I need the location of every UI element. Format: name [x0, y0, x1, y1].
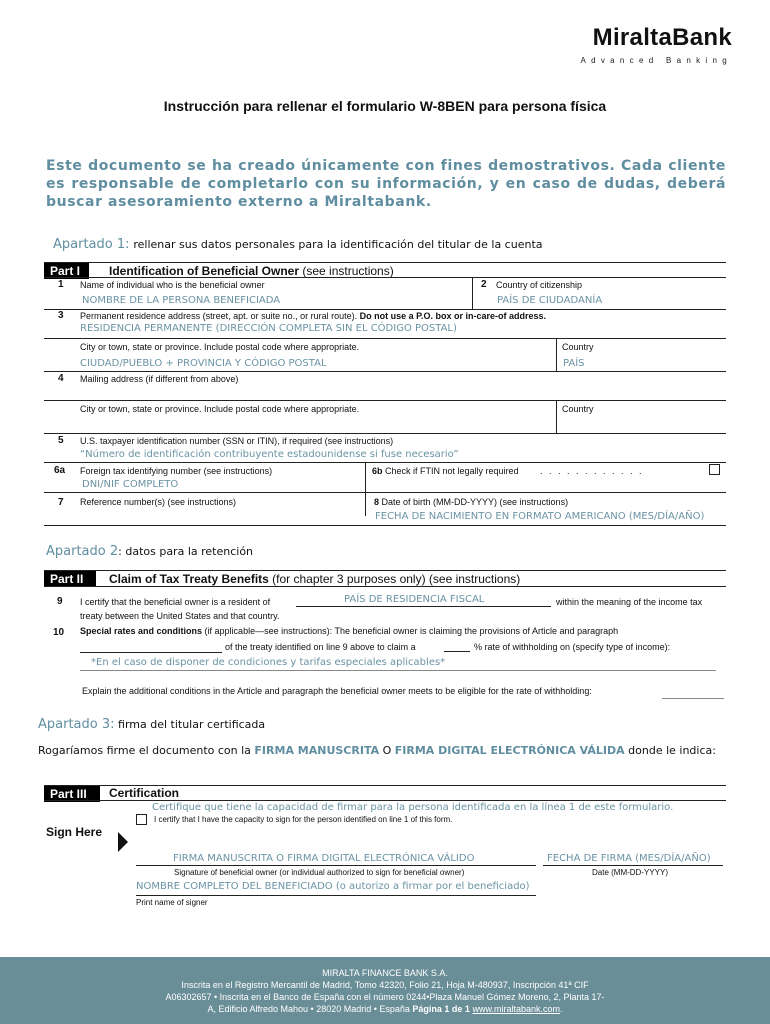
date-input[interactable]: FECHA DE FIRMA (MES/DÍA/AÑO) — [547, 853, 711, 864]
field-4-label: Mailing address (if different from above) — [80, 374, 239, 384]
ftin-checkbox[interactable] — [709, 464, 720, 475]
sign-request-a: Rogaríamos firme el documento con la — [38, 744, 255, 757]
field-3-label — [80, 311, 546, 321]
field-6a-label: Foreign tax identifying number (see instructions) — [80, 466, 273, 476]
field-8-input[interactable]: FECHA DE NACIMIENTO EN FORMATO AMERICANO (MES/DÍA/AÑO) — [375, 511, 705, 522]
section-1-text: rellenar sus datos personales para la identificación del titular de la cuenta — [133, 238, 543, 251]
field-10-input[interactable]: *En el caso de disponer de condiciones y tarifas especiales aplicables* — [91, 657, 446, 668]
part2-title — [109, 572, 520, 586]
field-6b-text: Check if FTIN not legally required — [382, 466, 519, 476]
section-3-heading — [38, 713, 265, 732]
row-rule-3 — [44, 371, 726, 372]
country-label: Country — [562, 342, 594, 352]
field-3-label-text: Permanent residence address (street, apt. or suite no., or rural route). — [80, 311, 360, 321]
field-7-label: Reference number(s) (see instructions) — [80, 497, 237, 507]
logo-name: MiraltaBank — [592, 24, 732, 51]
sign-request-c: O — [379, 744, 395, 757]
field-1-number: 1 — [58, 279, 64, 290]
footer-website-link[interactable]: www.miraltabank.com — [472, 1004, 560, 1014]
part1-title-text: Identification of Beneficial Owner — [109, 264, 300, 278]
signature-input[interactable]: FIRMA MANUSCRITA O FIRMA DIGITAL ELECTRÓNICA VÁLIDO — [173, 853, 475, 864]
part1-tag: Part I — [44, 263, 89, 279]
footer-line-4-d: . — [559, 1004, 563, 1014]
part2-tag: Part II — [44, 571, 96, 587]
field-6b-num: 6b — [372, 466, 383, 476]
row-rule-5 — [44, 433, 726, 434]
field-10-text-b: of the treaty identified on line 9 above to claim a — [225, 642, 416, 652]
sign-request-d: FIRMA DIGITAL ELECTRÓNICA VÁLIDA — [394, 744, 625, 757]
sign-request-b: FIRMA MANUSCRITA — [254, 744, 380, 757]
field-10-text-c: % rate of withholding on (specify type of income): — [474, 642, 671, 652]
footer-page-number: Página 1 de 1 — [412, 1004, 470, 1014]
footer — [0, 957, 770, 1024]
section-2-heading — [46, 540, 253, 559]
part2-title-text: Claim of Tax Treaty Benefits — [109, 572, 269, 586]
field-5-label: U.S. taxpayer identification number (SSN or ITIN), if required (see instructions) — [80, 436, 394, 446]
field-10-text-a — [80, 626, 618, 636]
row-rule-4 — [44, 400, 726, 401]
field-2-label: Country of citizenship — [496, 280, 583, 290]
footer-line-4 — [0, 1003, 770, 1015]
section-3-text: firma del titular certificada — [114, 718, 266, 731]
cert-hint: Certifique que tiene la capacidad de firmar para la persona identificada en la línea 1 de este formulario. — [152, 802, 674, 813]
part2-header-rule — [44, 586, 726, 587]
city-input[interactable]: CIUDAD/PUEBLO + PROVINCIA Y CÓDIGO POSTAL — [80, 358, 327, 369]
divider-6 — [365, 462, 366, 516]
field-5-input[interactable]: “Número de identificación contribuyente estadounidense si fuse necesario” — [80, 449, 459, 460]
signature-line — [136, 865, 536, 866]
cert-checkbox[interactable] — [136, 814, 147, 825]
part1-header-rule — [44, 277, 726, 278]
cert-text: I certify that I have the capacity to sign for the person identified on line 1 of this form. — [154, 815, 453, 824]
field-7-number: 7 — [58, 497, 64, 508]
part1-bottom-rule — [44, 525, 726, 526]
print-name-line — [136, 895, 536, 896]
explain-line[interactable] — [662, 698, 724, 699]
part1-top-rule — [44, 262, 726, 263]
field-8-label — [374, 497, 568, 507]
city-label: City or town, state or province. Include postal code where appropriate. — [80, 342, 360, 352]
footer-line-4-a: A, Edificio Alfredo Mahou • 28020 Madrid • España — [207, 1004, 413, 1014]
sign-request — [38, 743, 718, 758]
field-1-label: Name of individual who is the beneficial owner — [80, 280, 265, 290]
field-2-input[interactable]: PAÍS DE CIUDADANÍA — [497, 295, 603, 306]
field-9-number: 9 — [57, 596, 63, 607]
field-6a-number: 6a — [54, 465, 66, 476]
sign-here-label: Sign Here — [46, 825, 103, 839]
field-10-income-line — [80, 670, 716, 671]
part3-header-rule — [44, 800, 726, 801]
sign-arrow-icon — [118, 832, 128, 852]
row-rule-6 — [44, 462, 726, 463]
footer-line-3: A06302657 • Inscrita en el Banco de España con el número 0244•Plaza Manuel Gómez Moreno, 2, Planta 17- — [165, 992, 605, 1002]
footer-line-1: MIRALTA FINANCE BANK S.A. — [322, 968, 448, 978]
section-1-heading — [53, 237, 543, 252]
field-2-number: 2 — [481, 279, 487, 290]
field-6b-dots: . . . . . . . . . . . . — [540, 466, 644, 476]
field-10-article-line — [80, 652, 222, 653]
page-title: Instrucción para rellenar el formulario W-8BEN para persona física — [163, 98, 607, 114]
logo-tagline: Advanced Banking — [580, 56, 732, 65]
row-rule-1 — [44, 309, 726, 310]
field-6b-label — [372, 466, 519, 476]
date-label: Date (MM-DD-YYYY) — [592, 868, 669, 877]
field-9-input[interactable]: PAÍS DE RESIDENCIA FISCAL — [344, 594, 485, 605]
part3-tag: Part III — [44, 786, 100, 802]
section-3-label: Apartado 3: — [38, 717, 115, 732]
part2-top-rule — [44, 570, 726, 571]
field-1-input[interactable]: NOMBRE DE LA PERSONA BENEFICIADA — [82, 295, 281, 306]
country2-label: Country — [562, 404, 594, 414]
field-8-text: Date of birth (MM-DD-YYYY) (see instructions) — [379, 497, 569, 507]
part1-title-suffix: (see instructions) — [299, 264, 394, 278]
sign-request-e: donde le indica: — [624, 744, 716, 757]
country-input[interactable]: PAÍS — [563, 358, 585, 369]
field-10-text: (if applicable—see instructions): The beneficial owner is claiming the provisions of Article and paragraph — [202, 626, 619, 636]
field-3-label-bold: Do not use a P.O. box or in-care-of address. — [359, 311, 547, 321]
row-rule-2 — [44, 338, 726, 339]
field-9-text-a: I certify that the beneficial owner is a resident of — [80, 597, 271, 607]
explain-label: Explain the additional conditions in the Article and paragraph the beneficial owner meets to be eligible for the rate of withholding: — [82, 686, 592, 696]
section-2-text: : datos para la retención — [118, 545, 254, 558]
section-2-label: Apartado 2 — [46, 544, 119, 559]
field-6a-input[interactable]: DNI/NIF COMPLETO — [82, 479, 179, 490]
field-9-underline — [296, 606, 551, 607]
footer-line-2: Inscrita en el Registro Mercantil de Madrid, Tomo 42320, Folio 21, Hoja M-480937, Inscripción 41ª CIF — [181, 980, 589, 990]
bank-logo — [580, 24, 732, 65]
part1-title — [109, 264, 394, 278]
print-name-input[interactable]: NOMBRE COMPLETO DEL BENEFICIADO (o autorizo a firmar por el beneficiado) — [136, 881, 530, 892]
part2-title-suffix: (for chapter 3 purposes only) (see instructions) — [268, 572, 521, 586]
divider-country-2 — [556, 400, 557, 433]
field-4-number: 4 — [58, 373, 64, 384]
field-9-text-c: treaty between the United States and that country. — [80, 611, 280, 621]
date-line — [543, 865, 723, 866]
print-name-label: Print name of signer — [136, 898, 208, 907]
signature-label: Signature of beneficial owner (or individual authorized to sign for beneficial owner) — [174, 868, 465, 877]
part3-title: Certification — [109, 786, 180, 800]
row-rule-7 — [44, 492, 726, 493]
section-1-label: Apartado 1: — [53, 237, 130, 252]
divider-1-2 — [472, 277, 473, 309]
field-10-number: 10 — [53, 627, 65, 638]
field-5-number: 5 — [58, 435, 64, 446]
field-10-bold: Special rates and conditions — [80, 626, 203, 636]
field-3-number: 3 — [58, 310, 64, 321]
field-10-rate-line — [444, 651, 470, 652]
field-3-input[interactable]: RESIDENCIA PERMANENTE (DIRECCIÓN COMPLETA SIN EL CÓDIGO POSTAL) — [80, 323, 457, 334]
disclaimer: Este documento se ha creado únicamente con fines demostrativos. Cada cliente es responsable de completarlo con su información, y en caso de dudas, deberá buscar asesoramiento externo a Miraltabank. — [46, 158, 726, 210]
field-9-text-b: within the meaning of the income tax — [556, 597, 703, 607]
city2-label: City or town, state or province. Include postal code where appropriate. — [80, 404, 360, 414]
divider-country-1 — [556, 338, 557, 371]
field-8-num: 8 — [374, 497, 380, 507]
